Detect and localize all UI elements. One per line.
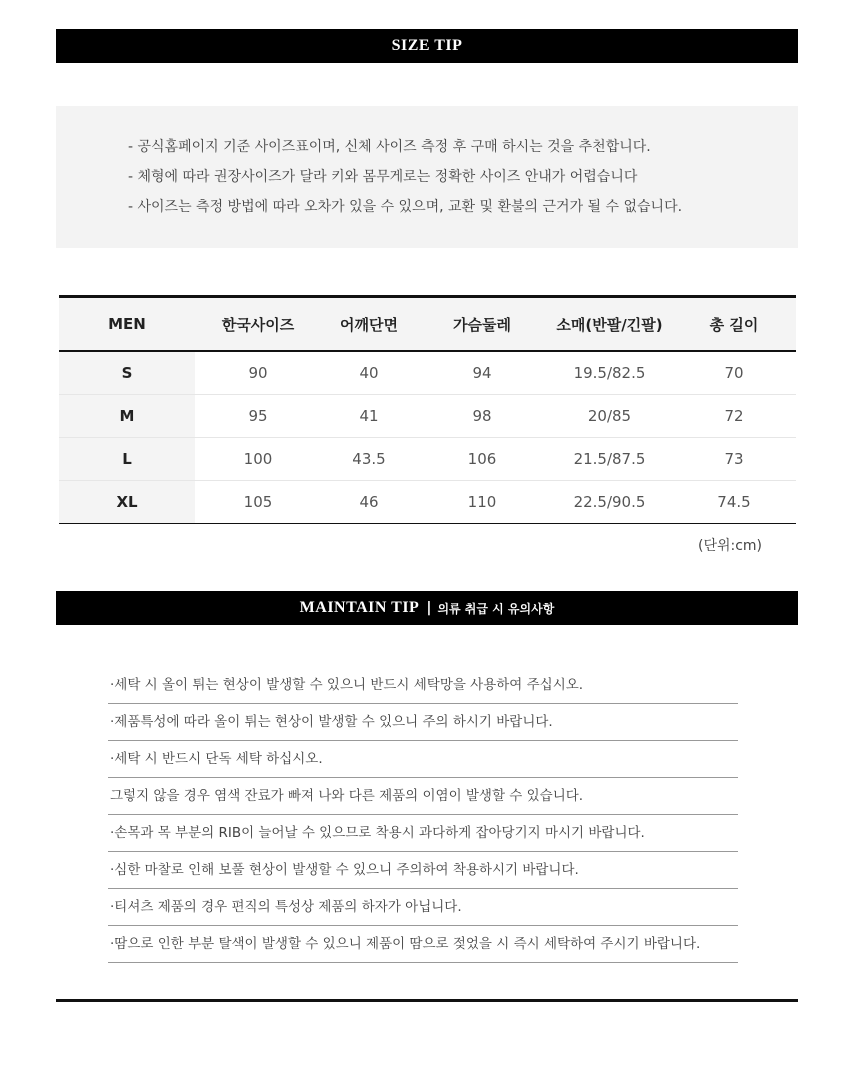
list-item: ·세탁 시 올이 튀는 현상이 발생할 수 있으니 반드시 세탁망을 사용하여 주십시오.	[108, 667, 738, 704]
header-korean-size: 한국사이즈	[195, 297, 321, 352]
list-item: 그렇지 않을 경우 염색 잔료가 빠져 나와 다른 제품의 이염이 발생할 수 있습니다.	[108, 778, 738, 815]
maintain-tip-subtitle: 의류 취급 시 유의사항	[437, 601, 555, 616]
table-cell: 19.5/82.5	[547, 351, 672, 395]
table-cell: 110	[467, 493, 497, 511]
table-cell: 73	[672, 438, 796, 481]
table-cell: 70	[672, 351, 796, 395]
list-item: ·땀으로 인한 부분 탈색이 발생할 수 있으니 제품이 땀으로 젖었을 시 즉시 세탁하여 주시기 바랍니다.	[108, 926, 738, 963]
table-cell: 98	[417, 395, 547, 438]
header-sleeve: 소매(반팔/긴팔)	[547, 297, 672, 352]
table-cell: 20/85	[547, 395, 672, 438]
list-item: ·심한 마찰로 인해 보풀 현상이 발생할 수 있으니 주의하여 착용하시기 바랍니다.	[108, 852, 738, 889]
size-table-header-row	[59, 297, 796, 352]
size-tip-header	[56, 29, 798, 63]
table-cell: 95	[195, 395, 321, 438]
table-cell: 22.5/90.5	[573, 493, 646, 511]
maintain-tip-header	[56, 591, 798, 625]
unit-note: (단위:cm)	[698, 538, 763, 554]
size-note: - 공식홈페이지 기준 사이즈표이며, 신체 사이즈 측정 후 구매 하시는 것을 추천합니다.	[128, 139, 651, 155]
table-cell: 90	[195, 351, 321, 395]
list-item: ·세탁 시 반드시 단독 세탁 하십시오.	[108, 741, 738, 778]
table-row	[59, 395, 796, 438]
table-cell: 43.5	[321, 438, 417, 481]
size-label: S	[59, 351, 195, 395]
size-table	[59, 295, 796, 524]
size-notes-box	[56, 106, 798, 248]
table-cell: 106	[417, 438, 547, 481]
table-row	[59, 438, 796, 481]
size-label: M	[59, 395, 195, 438]
size-label: XL	[59, 481, 195, 524]
table-cell: 21.5/87.5	[547, 438, 672, 481]
care-instructions-list	[108, 667, 738, 963]
header-chest: 가슴둘레	[417, 297, 547, 352]
header-men: MEN	[59, 297, 195, 352]
bottom-divider	[56, 999, 798, 1002]
table-cell: 41	[321, 395, 417, 438]
table-cell: 46	[359, 493, 379, 511]
size-note: - 사이즈는 측정 방법에 따라 오차가 있을 수 있으며, 교환 및 환불의 근거가 될 수 없습니다.	[128, 199, 683, 215]
table-row	[59, 481, 796, 524]
table-cell: 105	[243, 493, 273, 511]
table-cell: 40	[321, 351, 417, 395]
header-total-length: 총 길이	[672, 297, 796, 352]
size-note: - 체형에 따라 권장사이즈가 달라 키와 몸무게로는 정확한 사이즈 안내가 어렵습니다	[128, 169, 638, 185]
table-cell: 100	[195, 438, 321, 481]
list-item: ·티셔츠 제품의 경우 편직의 특성상 제품의 하자가 아닙니다.	[108, 889, 738, 926]
size-label: L	[59, 438, 195, 481]
maintain-tip-separator: |	[426, 600, 432, 616]
header-shoulder: 어깨단면	[321, 297, 417, 352]
table-row	[59, 351, 796, 395]
size-notes-list	[128, 132, 682, 222]
table-cell: 74.5	[717, 493, 751, 511]
table-cell: 72	[672, 395, 796, 438]
table-cell: 94	[417, 351, 547, 395]
maintain-tip-title: MAINTAIN TIP	[299, 599, 420, 616]
list-item: ·손목과 목 부분의 RIB이 늘어날 수 있으므로 착용시 과다하게 잡아당기지 마시기 바랍니다.	[108, 815, 738, 852]
size-tip-title: SIZE TIP	[391, 37, 463, 54]
list-item: ·제품특성에 따라 올이 튀는 현상이 발생할 수 있으니 주의 하시기 바랍니다.	[108, 704, 738, 741]
